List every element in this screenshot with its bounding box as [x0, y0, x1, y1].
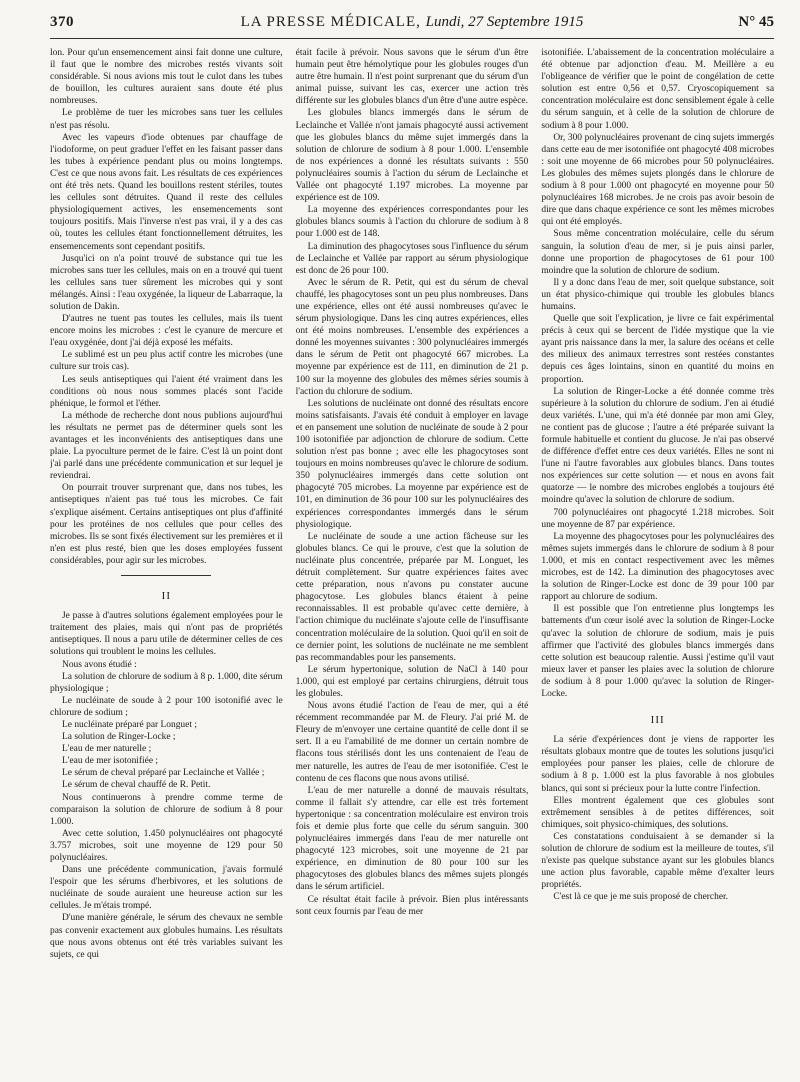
page-header	[50, 14, 774, 39]
paragraph: La moyenne des phagocytoses pour les polynucléaires des mêmes sujets immergés dans le chlorure de sodium à 8 pour 1.000, et mis en contact respectivement avec les mêmes microbes, est de 142. La diminution des phagocytoses avec la solution de Ringer-Locke est donc de 39 pour 100 par rapport au chlorure de sodium.	[541, 531, 775, 603]
paragraph: Nous avons étudié l'action de l'eau de mer, qui a été récemment recommandée par M. de Fleury. J'ai prié M. de Fleury de m'envoyer une certaine quantité de celle dont il se sert. Il a eu l'amabilité de me donner un certain nombre de flacons tous stérilisés dont les uns contenaient de l'eau de mer naturelle, les autres de l'eau de mer isotonifiée. C'est le contenu de ces flacons que nous avons utilisé.	[295, 701, 529, 784]
paragraph: Jusqu'ici on n'a point trouvé de substance qui tue les microbes sans tuer les cellules, mais on en a trouvé qui tuent les cellules sans tuer sûrement les microbes qui y sont mélangés. Ainsi : l'eau oxygénée, la liqueur de Labarraque, la solution de Dakin.	[50, 253, 283, 312]
paragraph: La méthode de recherche dont nous publions aujourd'hui les résultats ne permet pas de déterminer quels sont les avantages et les inconvénients des antiseptiques dans une plaie. La pyoculture permet de le faire. C'est là un point dont j'ai parlé dans une précédente communication et sur lequel je reviendrai.	[50, 410, 283, 482]
paragraph: Je passe à d'autres solutions également employées pour le traitement des plaies, mais qui n'ont pas de propriétés antiseptiques. Il nous a paru utile de déterminer celles de ces solutions qui troublent le moins les cellules.	[50, 611, 283, 658]
paragraph: Sous même concentration moléculaire, celle du sérum sanguin, la solution d'eau de mer, si je puis ainsi parler, donne une proportion de phagocytoses de 61 pour 100 moindre que la solution de chlorure de sodium.	[541, 229, 775, 276]
journal-name: LA PRESSE MÉDICALE,	[240, 14, 421, 30]
paragraph: Les seuls antiseptiques qui l'aient été vraiment dans les conditions où nous nous sommes placés sont l'acide phénique, le formol et l'éther.	[50, 374, 283, 409]
paragraph: était facile à prévoir. Nous savons que le sérum d'un être humain peut être hémolytique pour les globules rouges d'un autre être humain. Il n'est point surprenant que du sérum d'un animal puisse, suivant les cas, exercer une action très différente sur les globules blancs d'un être d'une autre espèce.	[295, 48, 529, 107]
column-middle	[296, 47, 529, 1077]
paragraph: D'autres ne tuent pas toutes les cellules, mais ils tuent encore moins les microbes : c'est le cyanure de mercure et l'eau oxygénée, dont j'ai déjà exposé les méfaits.	[50, 314, 283, 349]
paragraph: La solution de Ringer-Locke ;	[62, 732, 176, 743]
paragraph: lon. Pour qu'un ensemencement ainsi fait donne une culture, il faut que le nombre des microbes restés vivants soit considérable. Si nous avions mis tout le culot dans les tubes de bouillon, les cultures auraient sans doute été plus nombreuses.	[50, 48, 283, 107]
paragraph: Ces constatations conduisaient à se demander si la solution de chlorure de sodium est la meilleure de toutes, s'il n'existe pas quelque substance ayant sur les globules blancs une action plus favorable, capable même d'exalter leurs propriétés.	[541, 831, 775, 891]
paragraph: Nous avons étudié :	[62, 659, 137, 670]
paragraph: Le nucléinate de soude à 2 pour 100 isotonifié avec le chlorure de sodium ;	[50, 695, 283, 718]
paragraph: D'une manière générale, le sérum des chevaux ne semble pas convenir exactement aux globules humains. Les résultats que nous avons obtenus ont été très variables suivant les sujets, ce qui	[50, 913, 283, 960]
paragraph: L'eau de mer naturelle a donné de mauvais résultats, comme il fallait s'y attendre, car elle est très fortement hypertonique : sa concentration moléculaire est environ trois fois et demie plus forte que celle du sérum sanguin. 300 polynucléaires immergés dans l'eau de mer naturelle ont phagocyté 123 microbes, soit une moyenne de 21 par expérience, en diminution de 80 pour 100 sur les phagocytoses des globules blancs des mêmes sujets plongés dans le sérum artificiel.	[295, 785, 529, 893]
paragraph: Il est possible que l'on entretienne plus longtemps les battements d'un cœur isolé avec la solution de Ringer-Locke qu'avec la solution de chlorure de sodium, mais je puis affirmer que l'activité des globules blancs immergés dans cette solution est beaucoup ralentie. Aussi j'estime qu'il vaut mieux laver et panser les plaies avec la solution de chlorure de sodium à 8 pour 1.000 qu'avec la solution de Ringer-Locke.	[541, 604, 775, 699]
column-left	[50, 47, 283, 1077]
paragraph: Le nucléinate préparé par Longuet ;	[62, 719, 197, 730]
paragraph: La série d'expériences dont je viens de rapporter les résultats globaux montre que de toutes les solutions jusqu'ici employées pour panser les plaies, celle de chlorure de sodium à 8 p. 1.000 est la plus favorable à nos globules blancs, qui sont si précieux pour la lutte contre l'infection.	[541, 735, 775, 794]
section-divider	[121, 575, 211, 576]
paragraph: La solution de chlorure de sodium à 8 p. 1.000, dite sérum physiologique ;	[50, 671, 283, 694]
section-heading: II	[161, 590, 171, 603]
issue-date: Lundi, 27 Septembre 1915	[425, 14, 584, 30]
paragraph: Avec le sérum de R. Petit, qui est du sérum de cheval chauffé, les phagocytoses sont un peu plus nombreuses. Dans une expérience, elles ont été aussi nombreuses qu'avec le sérum physiologique. Dans les cinq autres expériences, elles ont été moins nombreuses. L'ensemble des expériences a donné les moyennes suivantes : 300 polynucléaires immergés dans le sérum de Petit ont phagocyté 667 microbes. La moyenne par expérience est de 111, en diminution de 21 p. 100 sur la moyenne des globules des mêmes séries soumis à l'action du chlorure de sodium.	[295, 277, 529, 397]
paragraph: La solution de Ringer-Locke a été donnée comme très supérieure à la solution du chlorure de sodium. J'en ai étudié deux variétés. L'une, qui m'a été donnée par mon ami Gley, ne contient pas de glucose ; l'autre a été préparée suivant la formule habituelle et contient du glucose. Je n'ai pas observé de différence d'effet entre ces deux variétés. Elles ne sont ni l'une ni l'autre favorables aux globules blancs. Dans toutes nos expériences sur cette solution — et nous en avons fait quatorze — le nombre des microbes englobés a toujours été moindre qu'avec la solution de chlorure de sodium.	[541, 386, 775, 506]
paragraph: Le sérum hypertonique, solution de NaCl à 140 pour 1.000, qui est employé par certains chirurgiens, détruit tous les globules.	[295, 664, 529, 699]
paragraph: Quelle que soit l'explication, je livre ce fait expérimental précis à ceux qui se bercent de l'idée mystique que la vie ayant pris naissance dans la mer, la salure des océans et celle des milieux des animaux terrestres sont restées constantes depuis ces âges lointains, sinon en quantité du moins en proportion.	[541, 314, 775, 385]
paragraph: Avec les vapeurs d'iode obtenues par chauffage de l'iodoforme, on peut graduer l'effet en les faisant passer dans les tubes à expérience pendant plus ou moins longtemps. C'est ce que nous avons fait. Les résultats de ces expériences ont été très nets. Quand les bouillons restent stériles, toutes les cellules sont détruites. Quand il reste des cellules physiologiquement actives, les ensemencements sont toujours positifs. Mais l'inverse n'est pas vrai, il y a des cas où, toutes les cellules étant fonctionnellement détruites, les ensemencements sont cependant positifs.	[50, 132, 283, 252]
paragraph: C'est là ce que je me suis proposé de chercher.	[553, 892, 729, 903]
paragraph: Il y a donc dans l'eau de mer, soit quelque substance, soit un état physico-chimique qui trouble les globules blancs humains.	[541, 277, 775, 312]
paragraph: Le sérum de cheval chauffé de R. Petit.	[62, 780, 211, 791]
paragraph: 700 polynucléaires ont phagocyté 1.218 microbes. Soit une moyenne de 87 par expérience.	[541, 507, 775, 530]
paragraph: Le nucléinate de soude a une action fâcheuse sur les globules blancs. Ce qui le prouve, c'est que la solution de nucléinate plus concentrée, préparée par M. Longuet, les détruit complètement. Sur quatre expériences faites avec cette préparation, nous n'avons pu constater aucune phagocytose. Les globules blancs étaient à peine reconnaissables. Il est probable qu'avec cette dernière, à l'action chimique du nucléinate s'ajoute celle de l'insuffisante concentration moléculaire de la solution. Quoi qu'il en soit de ce dernier point, les solutions de nucléinate ne me semblent pas recommandables pour les pansements.	[295, 531, 529, 663]
running-title	[50, 14, 774, 31]
paragraph: L'eau de mer isotonifiée ;	[62, 756, 159, 767]
page-number: 370	[50, 14, 74, 30]
paragraph: L'eau de mer naturelle ;	[62, 744, 152, 755]
paragraph: Or, 300 polynucléaires provenant de cinq sujets immergés dans cette eau de mer isotonifiée ont phagocyté 408 microbes : soit une moyenne de 66 microbes pour 50 polynucléaires. Les globules des mêmes sujets plongés dans le chlorure de sodium à 8 pour 1.000 ont phagocyté en moyenne pour 50 polynucléaires 168 microbes. Je ne crois pas avoir besoin de dire que dans chaque expérience ce sont les mêmes microbes qui ont été employés.	[541, 132, 775, 228]
paragraph: La moyenne des expériences correspondantes pour les globules blancs soumis à l'action du chlorure de sodium à 8 pour 1.000 est de 148.	[295, 205, 529, 240]
paragraph: On pourrait trouver surprenant que, dans nos tubes, les antiseptiques n'aient pas tué tous les microbes. Ce fait s'explique aisément. Certains antiseptiques ont plus d'affinité pour les protéines de nos cellules que pour celles des microbes. Ils se sont fixés électivement sur les premières et il n'en est plus resté, bien que les doses employées fussent considérables, pour agir sur les microbes.	[50, 483, 283, 566]
paragraph: Le problème de tuer les microbes sans tuer les cellules n'est pas résolu.	[50, 108, 283, 131]
paragraph: Le sublimé est un peu plus actif contre les microbes (une culture sur trois cas).	[50, 350, 283, 373]
text-columns	[50, 47, 774, 1077]
paragraph: Ce résultat était facile à prévoir. Bien plus intéressants sont ceux fournis par l'eau de mer	[295, 894, 529, 917]
paragraph: Les globules blancs immergés dans le sérum de Leclainche et Vallée n'ont jamais phagocyté aussi activement que les globules blancs du même sujet immergés dans la solution de chlorure de sodium à 8 pour 1.000. L'ensemble de nos expériences a donné les résultats suivants : 550 polynucléaires soumis à l'action du sérum de Leclainche et Vallée ont phagocyté 1.197 microbes. La moyenne par expérience est de 109.	[295, 108, 529, 204]
issue-number: N° 45	[738, 14, 774, 30]
column-right	[541, 47, 774, 1077]
paragraph: Elles montrent également que ces globules sont extrêmement sensibles à de petites différences, soit chimiques, soit physico-chimiques, des solutions.	[541, 795, 775, 830]
section-heading: III	[650, 714, 665, 727]
paragraph: Nous continuerons à prendre comme terme de comparaison la solution de chlorure de sodium à 8 pour 1.000.	[50, 792, 283, 827]
paragraph: La diminution des phagocytoses sous l'influence du sérum de Leclainche et Vallée par rapport au sérum physiologique est donc de 26 pour 100.	[295, 241, 529, 276]
paragraph: Avec cette solution, 1.450 polynucléaires ont phagocyté 3.757 microbes, soit une moyenne de 129 pour 50 polynucléaires.	[50, 828, 283, 863]
paragraph: Le sérum de cheval préparé par Leclainche et Vallée ;	[62, 768, 265, 779]
paragraph: isotonifiée. L'abaissement de la concentration moléculaire a été obtenue par adjonction d'eau. M. Meillère a eu l'obligeance de vérifier que le point de congélation de cette solution est entre 0,56 et 0,57. Cryoscopiquement sa concentration moléculaire est donc sensiblement égale à celle du sérum sanguin, et à celle de la solution de chlorure de sodium à 8 pour 1.000.	[541, 48, 775, 131]
paragraph: Dans une précédente communication, j'avais formulé l'espoir que les sérums d'herbivores, et les solutions de nucléinate de soude auraient une heureuse action sur les cellules. Je m'étais trompé.	[50, 865, 283, 912]
paragraph: Les solutions de nucléinate ont donné des résultats encore moins satisfaisants. J'avais été conduit à employer en lavage et en pansement une solution de nucléinate de soude à 2 pour 100 isotonifiée par adjonction de chlorure de sodium. Cette solution n'est pas bonne ; avec elle les phagocytoses sont toujours en moins nombreuses qu'avec le chlorure de sodium. 350 polynucléaires immergés dans cette solution ont phagocyté 705 microbes. La moyenne par expérience est de 101, en diminution de 36 pour 100 sur les polynucléaires des expériences correspondantes immergés dans le sérum physiologique.	[295, 398, 529, 530]
